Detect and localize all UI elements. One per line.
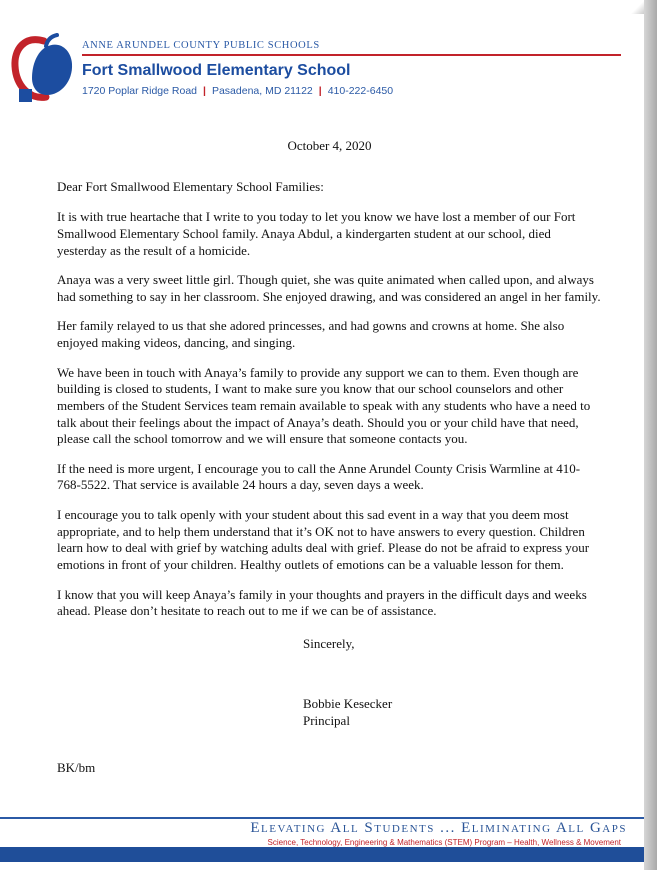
- letterhead: [10, 32, 627, 106]
- closing: Sincerely,: [303, 635, 355, 651]
- footer-tagline: Elevating All Students ... Eliminating All Gaps: [250, 820, 627, 836]
- school-district-logo: [10, 32, 76, 106]
- closing-block: [303, 636, 602, 730]
- address-phone: 410-222-6450: [327, 85, 394, 97]
- paragraph: Anaya was a very sweet little girl. Though quiet, she was quite animated when called upon, and always had something to say in her classroom. She enjoyed drawing, and was considered an angel in her family.: [57, 272, 601, 304]
- paragraph: Her family relayed to us that she adored princesses, and had gowns and crowns at home. She also enjoyed making videos, dancing, and singing.: [57, 318, 565, 350]
- apple-logo-icon: [10, 32, 76, 106]
- paragraph: We have been in touch with Anaya’s family to provide any support we can to them. Even though are building is closed to students, I want to make sure you know that our school counselors and other members of the Student Services team remain available to speak with any students who have a need to talk about their feelings about the impact of Anaya’s death. Should you or your child have that need, please call the school tomorrow and we will ensure that someone contacts you.: [57, 364, 591, 447]
- address-city: Pasadena, MD 21122: [211, 85, 313, 97]
- signature-name: Bobbie Kesecker: [303, 696, 393, 712]
- typist-initials: BK/bm: [57, 759, 96, 775]
- letter-date: October 4, 2020: [287, 138, 372, 153]
- address-separator: |: [203, 85, 206, 97]
- district-name: ANNE ARUNDEL COUNTY PUBLIC SCHOOLS: [82, 40, 621, 56]
- scan-corner-artifact: [628, 0, 644, 14]
- footer-subtext: Science, Technology, Engineering & Mathematics (STEM) Program – Health, Wellness & Movement: [267, 838, 621, 847]
- footer-divider: [0, 817, 644, 819]
- paragraph: I encourage you to talk openly with your student about this sad event in a way that you deem most appropriate, and to help them understand that it’s OK not to have answers to every question. Children learn how to deal with grief by watching adults deal with grief. Please do not be afraid to express your emotions in front of your children. Healthy outlets of emotions can be a valuable lesson for them.: [57, 507, 590, 572]
- letterhead-text: [82, 32, 627, 97]
- letter-body: [57, 138, 602, 776]
- signature-title: Principal: [303, 713, 350, 728]
- school-address: [82, 85, 627, 97]
- address-separator: |: [318, 85, 322, 97]
- address-street: 1720 Poplar Ridge Road: [82, 85, 197, 97]
- paragraph: If the need is more urgent, I encourage you to call the Anne Arundel County Crisis Warmline at 410-768-5522. That service is available 24 hours a day, seven days a week.: [57, 460, 581, 493]
- scan-edge: [644, 0, 657, 870]
- paragraph: It is with true heartache that I write to you today to let you know we have lost a member of our Fort Smallwood Elementary School family. Anaya Abdul, a kindergarten student at our school, died yesterday as the result of a homicide.: [57, 209, 576, 258]
- footer-bar: [0, 847, 644, 862]
- school-name: Fort Smallwood Elementary School: [82, 62, 351, 79]
- paragraph: I know that you will keep Anaya’s family in your thoughts and prayers in the difficult days and weeks ahead. Please don’t hesitate to reach out to me if we can be of assistance.: [57, 586, 587, 619]
- salutation: Dear Fort Smallwood Elementary School Families:: [57, 178, 324, 194]
